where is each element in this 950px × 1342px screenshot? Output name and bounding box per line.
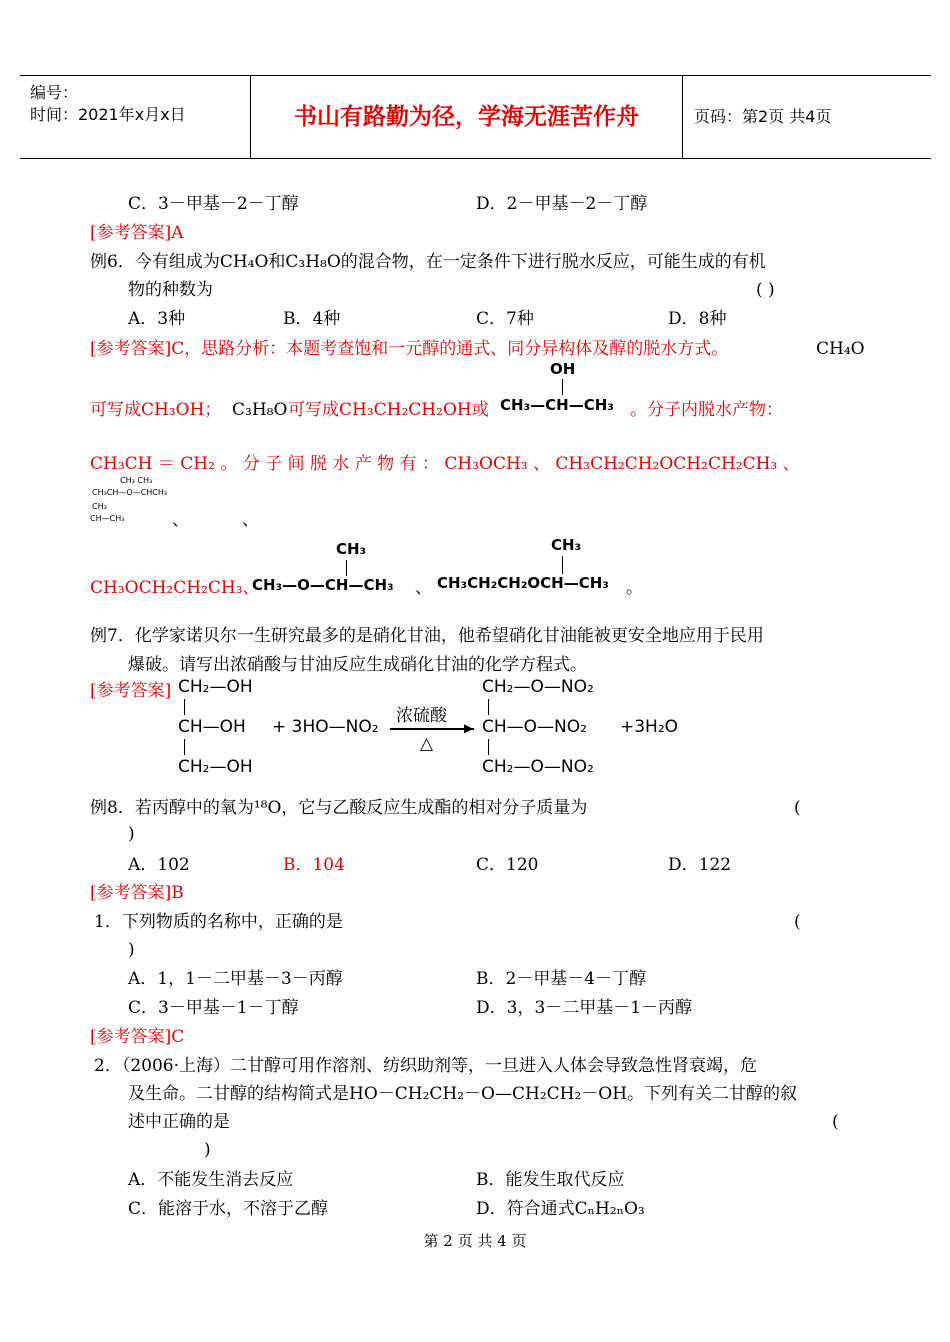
struct-chain: CH₃—O—CH—CH₃: [252, 576, 394, 594]
struct-chain: CH—CH₃: [90, 514, 125, 523]
question-1-text: 1．下列物质的名称中，正确的是: [94, 912, 343, 932]
struct-bond: [488, 699, 489, 715]
answer-analysis: [参考答案]C，思路分析：本题考查饱和一元醇的通式、同分异构体及醇的脱水方式。: [90, 339, 729, 359]
formula-ch4o: CH₄O: [816, 339, 865, 359]
separator: 、: [242, 510, 259, 530]
answer-label: [参考答案]B: [90, 883, 184, 903]
answer-label: [参考答案]: [90, 681, 172, 701]
option-a: A．3种: [128, 309, 186, 329]
struct-bond: [184, 739, 185, 755]
struct-chain: CH₃CH₂CH₂OCH—CH₃: [437, 574, 609, 592]
arrow-head: ▶: [464, 721, 474, 735]
header-meta: [20, 76, 251, 158]
glycerol-row-2: CH—OH: [178, 717, 246, 737]
option-b: B．能发生取代反应: [476, 1170, 625, 1190]
struct-bond: [562, 556, 563, 574]
answer-analysis-products: CH₃CH ＝ CH₂ 。 分 子 间 脱 水 产 物 有 ： CH₃OCH₃ 、 CH₃CH₂CH₂OCH₂CH₂CH₃ 、: [90, 454, 800, 474]
struct-bond: [562, 379, 563, 395]
struct-chain: CH₃CH—O—CHCH₃: [92, 488, 168, 497]
option-d: D．8种: [668, 309, 727, 329]
reaction-arrow: [390, 728, 474, 730]
answer-label: [参考答案]C: [90, 1027, 185, 1047]
answer-paren: ( ): [756, 280, 775, 300]
option-b: B．2－甲基－4－丁醇: [476, 969, 647, 989]
struct-bond: [488, 739, 489, 755]
option-d: D．122: [668, 855, 732, 875]
option-b: B．4种: [283, 309, 341, 329]
heat-symbol: △: [420, 734, 434, 754]
option-c: C．120: [476, 855, 539, 875]
struct-substituent: CH₃: [92, 502, 107, 511]
answer-analysis-cont: 。分子内脱水产物：: [630, 400, 783, 420]
nitro-row-2: CH—O—NO₂: [482, 717, 587, 737]
ether-structure-small: [92, 476, 252, 502]
option-a: A．102: [128, 855, 190, 875]
propyl-isopropyl-ether-structure: [437, 536, 637, 596]
example-7-text: 例7．化学家诺贝尔一生研究最多的是硝化甘油，他希望硝化甘油能被更安全地应用于民用: [90, 626, 764, 646]
struct-bond: [184, 699, 185, 715]
answer-paren: ): [128, 940, 135, 960]
answer-paren: ): [128, 824, 135, 844]
struct-substituent: CH₃ CH₃: [120, 476, 153, 485]
option-b: B．104: [283, 855, 345, 875]
answer-paren: ): [204, 1140, 211, 1160]
answer-analysis-cont: 可写成CH₃CH₂CH₂OH或: [288, 400, 489, 420]
answer-analysis-cont: 可写成CH₃OH；: [90, 400, 222, 420]
option-c: C．7种: [476, 309, 534, 329]
doc-number-label: 编号：: [30, 83, 79, 102]
option-c: C．能溶于水，不溶于乙醇: [128, 1199, 329, 1219]
separator: 、: [172, 510, 189, 530]
struct-substituent: CH₃: [551, 536, 582, 554]
glycerol-row-1: CH₂—OH: [178, 677, 253, 697]
example-7-text-cont: 爆破。请写出浓硝酸与甘油反应生成硝化甘油的化学方程式。: [128, 655, 587, 675]
option-a: A．不能发生消去反应: [128, 1170, 294, 1190]
option-d: D．2－甲基－2－丁醇: [476, 194, 648, 214]
separator: 、: [415, 578, 432, 598]
option-a: A．1，1－二甲基－3－丙醇: [128, 969, 343, 989]
doc-time-label: 时间：2021年x月x日: [30, 105, 186, 124]
question-2-text-cont: 述中正确的是: [128, 1112, 230, 1132]
water-product: +3H₂O: [620, 717, 679, 737]
header-page-info: 页码：第2页 共4页: [694, 107, 832, 126]
glycerol-row-3: CH₂—OH: [178, 757, 253, 777]
option-c: C．3－甲基－1－丁醇: [128, 998, 299, 1018]
answer-paren: (: [794, 798, 801, 818]
example-6-text: 例6．今有组成为CH₄O和C₃H₈O的混合物，在一定条件下进行脱水反应，可能生成的有机: [90, 252, 766, 272]
page-header: [20, 75, 931, 159]
struct-substituent: OH: [550, 360, 576, 378]
page-footer: 第 2 页 共 4 页: [423, 1232, 527, 1250]
nitro-row-3: CH₂—O—NO₂: [482, 757, 594, 777]
struct-bond: [346, 560, 347, 576]
nitric-acid-reagent: + 3HO—NO₂: [272, 717, 379, 737]
catalyst-label: 浓硫酸: [396, 706, 447, 726]
fragment-structure-small: [90, 502, 180, 528]
header-motto: 书山有路勤为径，学海无涯苦作舟: [251, 76, 683, 158]
struct-substituent: CH₃: [336, 540, 367, 558]
question-2-text-cont: 及生命。二甘醇的结构简式是HO－CH₂CH₂－O—CH₂CH₂－OH。下列有关二甘醇的叙: [128, 1084, 798, 1104]
methyl-isopropyl-ether-structure: [252, 538, 422, 598]
option-d: D．3，3－二甲基－1－丙醇: [476, 998, 693, 1018]
option-c: C．3－甲基－2－丁醇: [128, 194, 299, 214]
example-6-text-cont: 物的种数为: [128, 280, 213, 300]
ether-product: CH₃OCH₂CH₂CH₃、: [90, 578, 260, 598]
example-8-text: 例8．若丙醇中的氧为¹⁸O，它与乙酸反应生成酯的相对分子质量为: [90, 798, 588, 818]
struct-chain: CH₃—CH—CH₃: [500, 396, 614, 414]
period: 。: [626, 578, 643, 598]
formula-c3h8o: C₃H₈O: [232, 400, 288, 420]
answer-label: [参考答案]A: [90, 223, 184, 243]
question-2-text: 2．（2006·上海）二甘醇可用作溶剂、纺织助剂等，一旦进入人体会导致急性肾衰竭，危: [94, 1056, 757, 1076]
nitro-row-1: CH₂—O—NO₂: [482, 677, 594, 697]
option-d: D．符合通式CₙH₂ₙO₃: [476, 1199, 645, 1219]
answer-paren: (: [832, 1112, 839, 1132]
isopropanol-structure: [500, 360, 630, 420]
nitration-equation: [178, 677, 698, 782]
answer-paren: (: [794, 912, 801, 932]
